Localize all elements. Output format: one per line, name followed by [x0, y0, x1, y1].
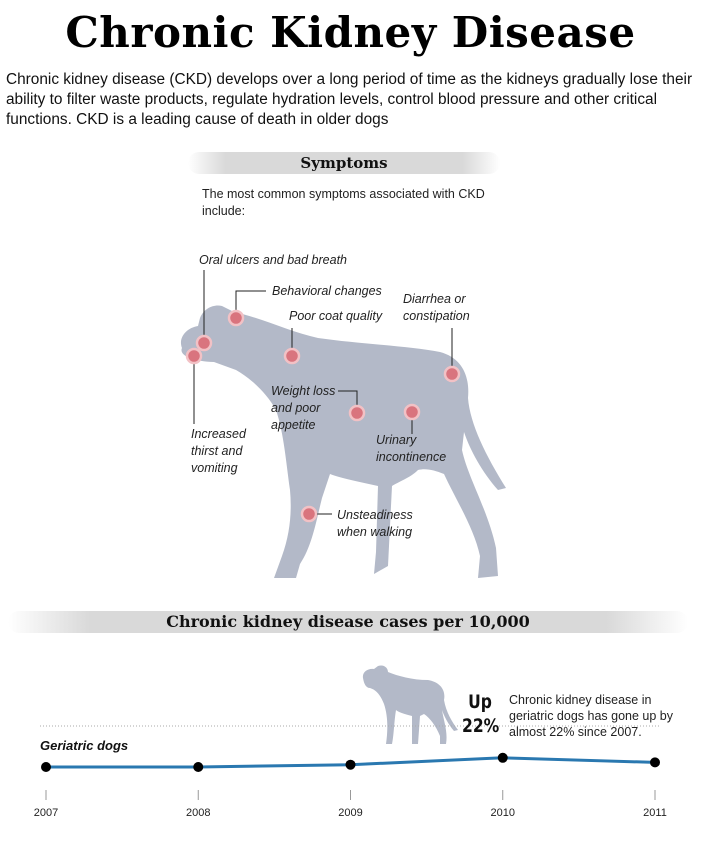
label-unsteady-2: when walking — [337, 525, 413, 539]
label-weight-1: Weight loss — [271, 384, 336, 398]
x-tick-label-2009: 2009 — [338, 807, 363, 819]
label-poor-coat: Poor coat quality — [289, 309, 383, 323]
data-point-2007 — [41, 762, 51, 772]
label-behavioral-changes: Behavioral changes — [272, 284, 382, 298]
series-label-geriatric: Geriatric dogs — [40, 738, 129, 753]
x-tick-label-2007: 2007 — [33, 807, 59, 819]
label-oral-ulcers: Oral ulcers and bad breath — [199, 253, 348, 267]
x-tick-label-2011: 2011 — [643, 807, 667, 819]
annotation-big — [462, 690, 498, 738]
x-tick-label-2008: 2008 — [186, 807, 211, 819]
page-title: Chronic Kidney Disease — [65, 8, 636, 57]
intro-paragraph: Chronic kidney disease (CKD) develops over a long period of time as the kidneys gradually lose their ability to filter waste products, regulate hydration levels, control blood pressure and other critical functions. CKD is a leading cause of death in older dogs — [6, 71, 693, 128]
symptoms-heading: Symptoms — [188, 152, 500, 174]
label-weight-3: appetite — [271, 418, 316, 432]
symptoms-intro: The most common symptoms associated with CKD include: — [202, 187, 485, 218]
data-point-2011 — [650, 757, 660, 767]
annotation-up: Up — [468, 691, 492, 713]
x-tick-label-2010: 2010 — [490, 807, 515, 819]
label-thirst-1: Increased — [191, 427, 246, 441]
label-thirst-2: thirst and — [191, 444, 243, 458]
annotation-note: Chronic kidney disease in geriatric dogs has gone up by almost 22% since 2007. — [509, 693, 673, 739]
chart-title: Chronic kidney disease cases per 10,000 — [8, 611, 688, 633]
data-point-2009 — [346, 760, 356, 770]
small-dog-icon — [363, 665, 458, 744]
label-urinary-2: incontinence — [376, 450, 447, 464]
label-urinary-1: Urinary — [376, 433, 417, 447]
data-point-2010 — [498, 753, 508, 763]
label-diarrhea-1: Diarrhea or — [403, 292, 466, 306]
label-thirst-3: vomiting — [191, 461, 238, 475]
label-weight-2: and poor — [271, 401, 321, 415]
data-point-2008 — [193, 762, 203, 772]
annotation-percent: 22% — [462, 715, 500, 737]
label-unsteady-1: Unsteadiness — [337, 508, 413, 522]
label-diarrhea-2: constipation — [403, 309, 470, 323]
